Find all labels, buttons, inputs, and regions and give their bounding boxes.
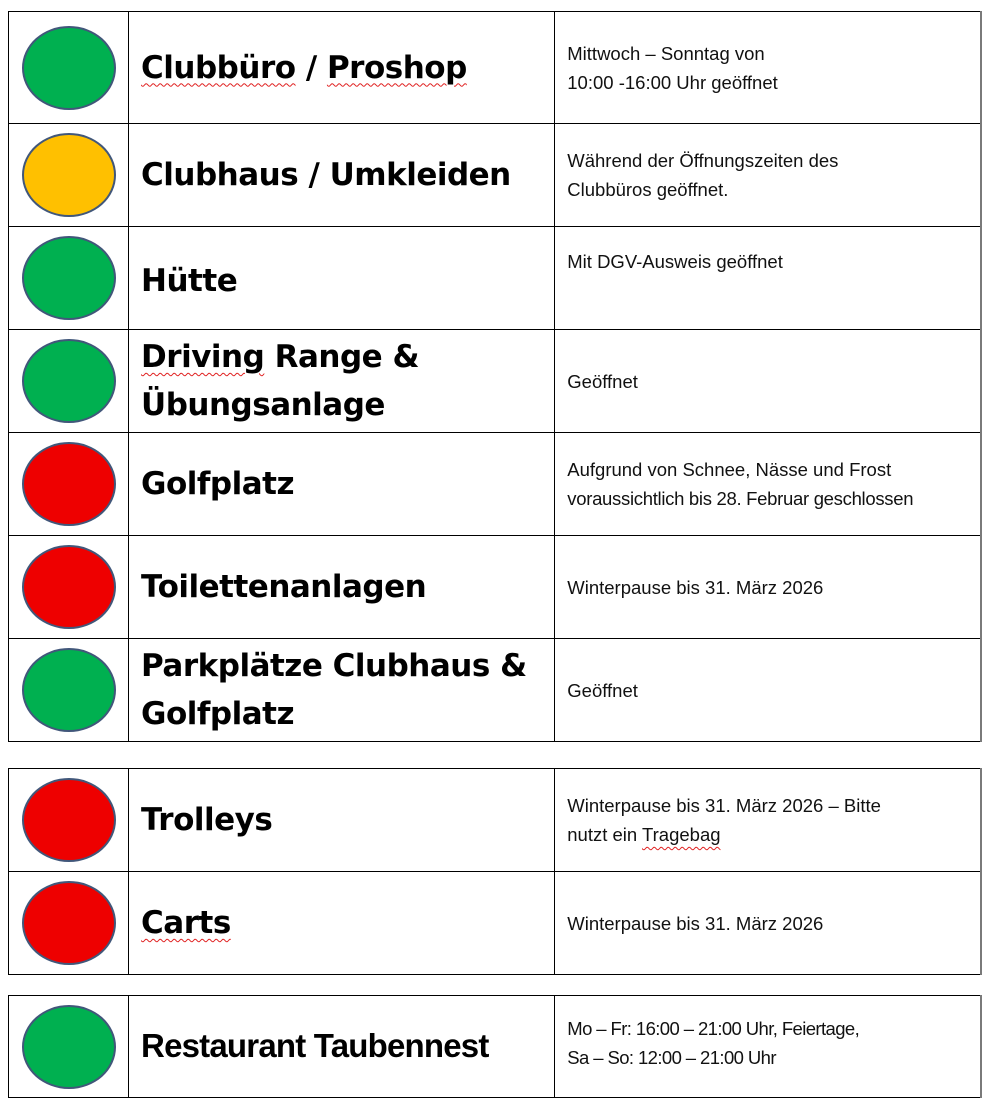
info-line: Während der Öffnungszeiten des	[567, 150, 839, 171]
table-row	[9, 433, 982, 536]
status-light-cell	[9, 124, 129, 227]
equipment-name-text: Carts	[141, 905, 231, 941]
equipment-name: Trolleys	[129, 769, 555, 872]
info-line: Geöffnet	[567, 370, 638, 392]
facility-info	[555, 227, 981, 330]
table-row	[9, 330, 982, 433]
status-light-red-icon	[22, 881, 116, 965]
status-light-cell	[9, 872, 129, 975]
info-line: Winterpause bis 31. März 2026	[567, 576, 824, 598]
status-light-green-icon	[22, 26, 116, 110]
facility-name-part: Clubbüro	[141, 49, 296, 86]
status-light-cell	[9, 996, 129, 1098]
table-row	[9, 124, 982, 227]
info-line: Mit DGV-Ausweis geöffnet	[567, 251, 783, 272]
info-line: Geöffnet	[567, 679, 638, 701]
status-light-red-icon	[22, 778, 116, 862]
facility-info	[555, 639, 981, 742]
table-row	[9, 227, 982, 330]
facility-name	[129, 330, 555, 433]
facility-name: Toilettenanlagen	[129, 536, 555, 639]
status-light-cell	[9, 433, 129, 536]
table-row	[9, 639, 982, 742]
restaurant-table	[8, 995, 982, 1098]
status-light-cell	[9, 330, 129, 433]
facility-name-line: Golfplatz	[141, 696, 294, 732]
equipment-info	[555, 769, 981, 872]
facility-name-part: /	[295, 49, 327, 86]
facility-info	[555, 433, 981, 536]
facility-name: Hütte	[129, 227, 555, 330]
table-row	[9, 12, 982, 124]
info-line: Winterpause bis 31. März 2026 – Bitte	[567, 795, 881, 816]
underlined-word: Tragebag	[642, 824, 721, 845]
facility-name	[129, 639, 555, 742]
info-line: Mo – Fr: 16:00 – 21:00 Uhr, Feiertage,	[567, 1018, 860, 1039]
info-line: Sa – So: 12:00 – 21:00 Uhr	[567, 1047, 776, 1068]
facility-info	[555, 124, 981, 227]
facility-name-part: Driving	[141, 339, 265, 375]
facility-name-part: Proshop	[326, 49, 467, 86]
table-row	[9, 872, 982, 975]
equipment-table	[8, 768, 982, 975]
status-light-green-icon	[22, 1005, 116, 1089]
facility-info	[555, 12, 981, 124]
status-light-green-icon	[22, 648, 116, 732]
facility-name-line	[141, 333, 554, 381]
status-light-cell	[9, 639, 129, 742]
status-light-green-icon	[22, 236, 116, 320]
equipment-info	[555, 872, 981, 975]
info-line: Clubbüros geöffnet.	[567, 179, 729, 200]
status-light-cell	[9, 227, 129, 330]
facility-name-part: Range &	[264, 339, 419, 375]
info-line	[567, 820, 976, 849]
status-light-green-icon	[22, 339, 116, 423]
status-light-red-icon	[22, 442, 116, 526]
facility-name: Golfplatz	[129, 433, 555, 536]
status-light-cell	[9, 769, 129, 872]
equipment-name	[129, 872, 555, 975]
info-line: Winterpause bis 31. März 2026	[567, 912, 824, 934]
table-row	[9, 769, 982, 872]
facilities-table	[8, 11, 982, 742]
status-light-yellow-icon	[22, 133, 116, 217]
status-light-cell	[9, 12, 129, 124]
info-line: voraussichtlich bis 28. Februar geschlossen	[567, 488, 914, 509]
table-row	[9, 996, 982, 1098]
info-text: nutzt ein	[567, 824, 643, 845]
restaurant-info	[555, 996, 981, 1098]
info-line: 10:00 -16:00 Uhr geöffnet	[567, 71, 778, 93]
info-line: Mittwoch – Sonntag von	[567, 42, 765, 64]
status-light-red-icon	[22, 545, 116, 629]
facility-name-line: Übungsanlage	[141, 387, 385, 423]
restaurant-name-text: Restaurant Taubennest	[141, 1027, 489, 1064]
facility-name-line: Parkplätze Clubhaus &	[141, 648, 527, 684]
facility-name	[129, 12, 555, 124]
facility-info	[555, 330, 981, 433]
restaurant-name	[129, 996, 555, 1098]
facility-info	[555, 536, 981, 639]
table-row	[9, 536, 982, 639]
facility-name: Clubhaus / Umkleiden	[129, 124, 555, 227]
status-light-cell	[9, 536, 129, 639]
info-line: Aufgrund von Schnee, Nässe und Frost	[567, 459, 892, 480]
